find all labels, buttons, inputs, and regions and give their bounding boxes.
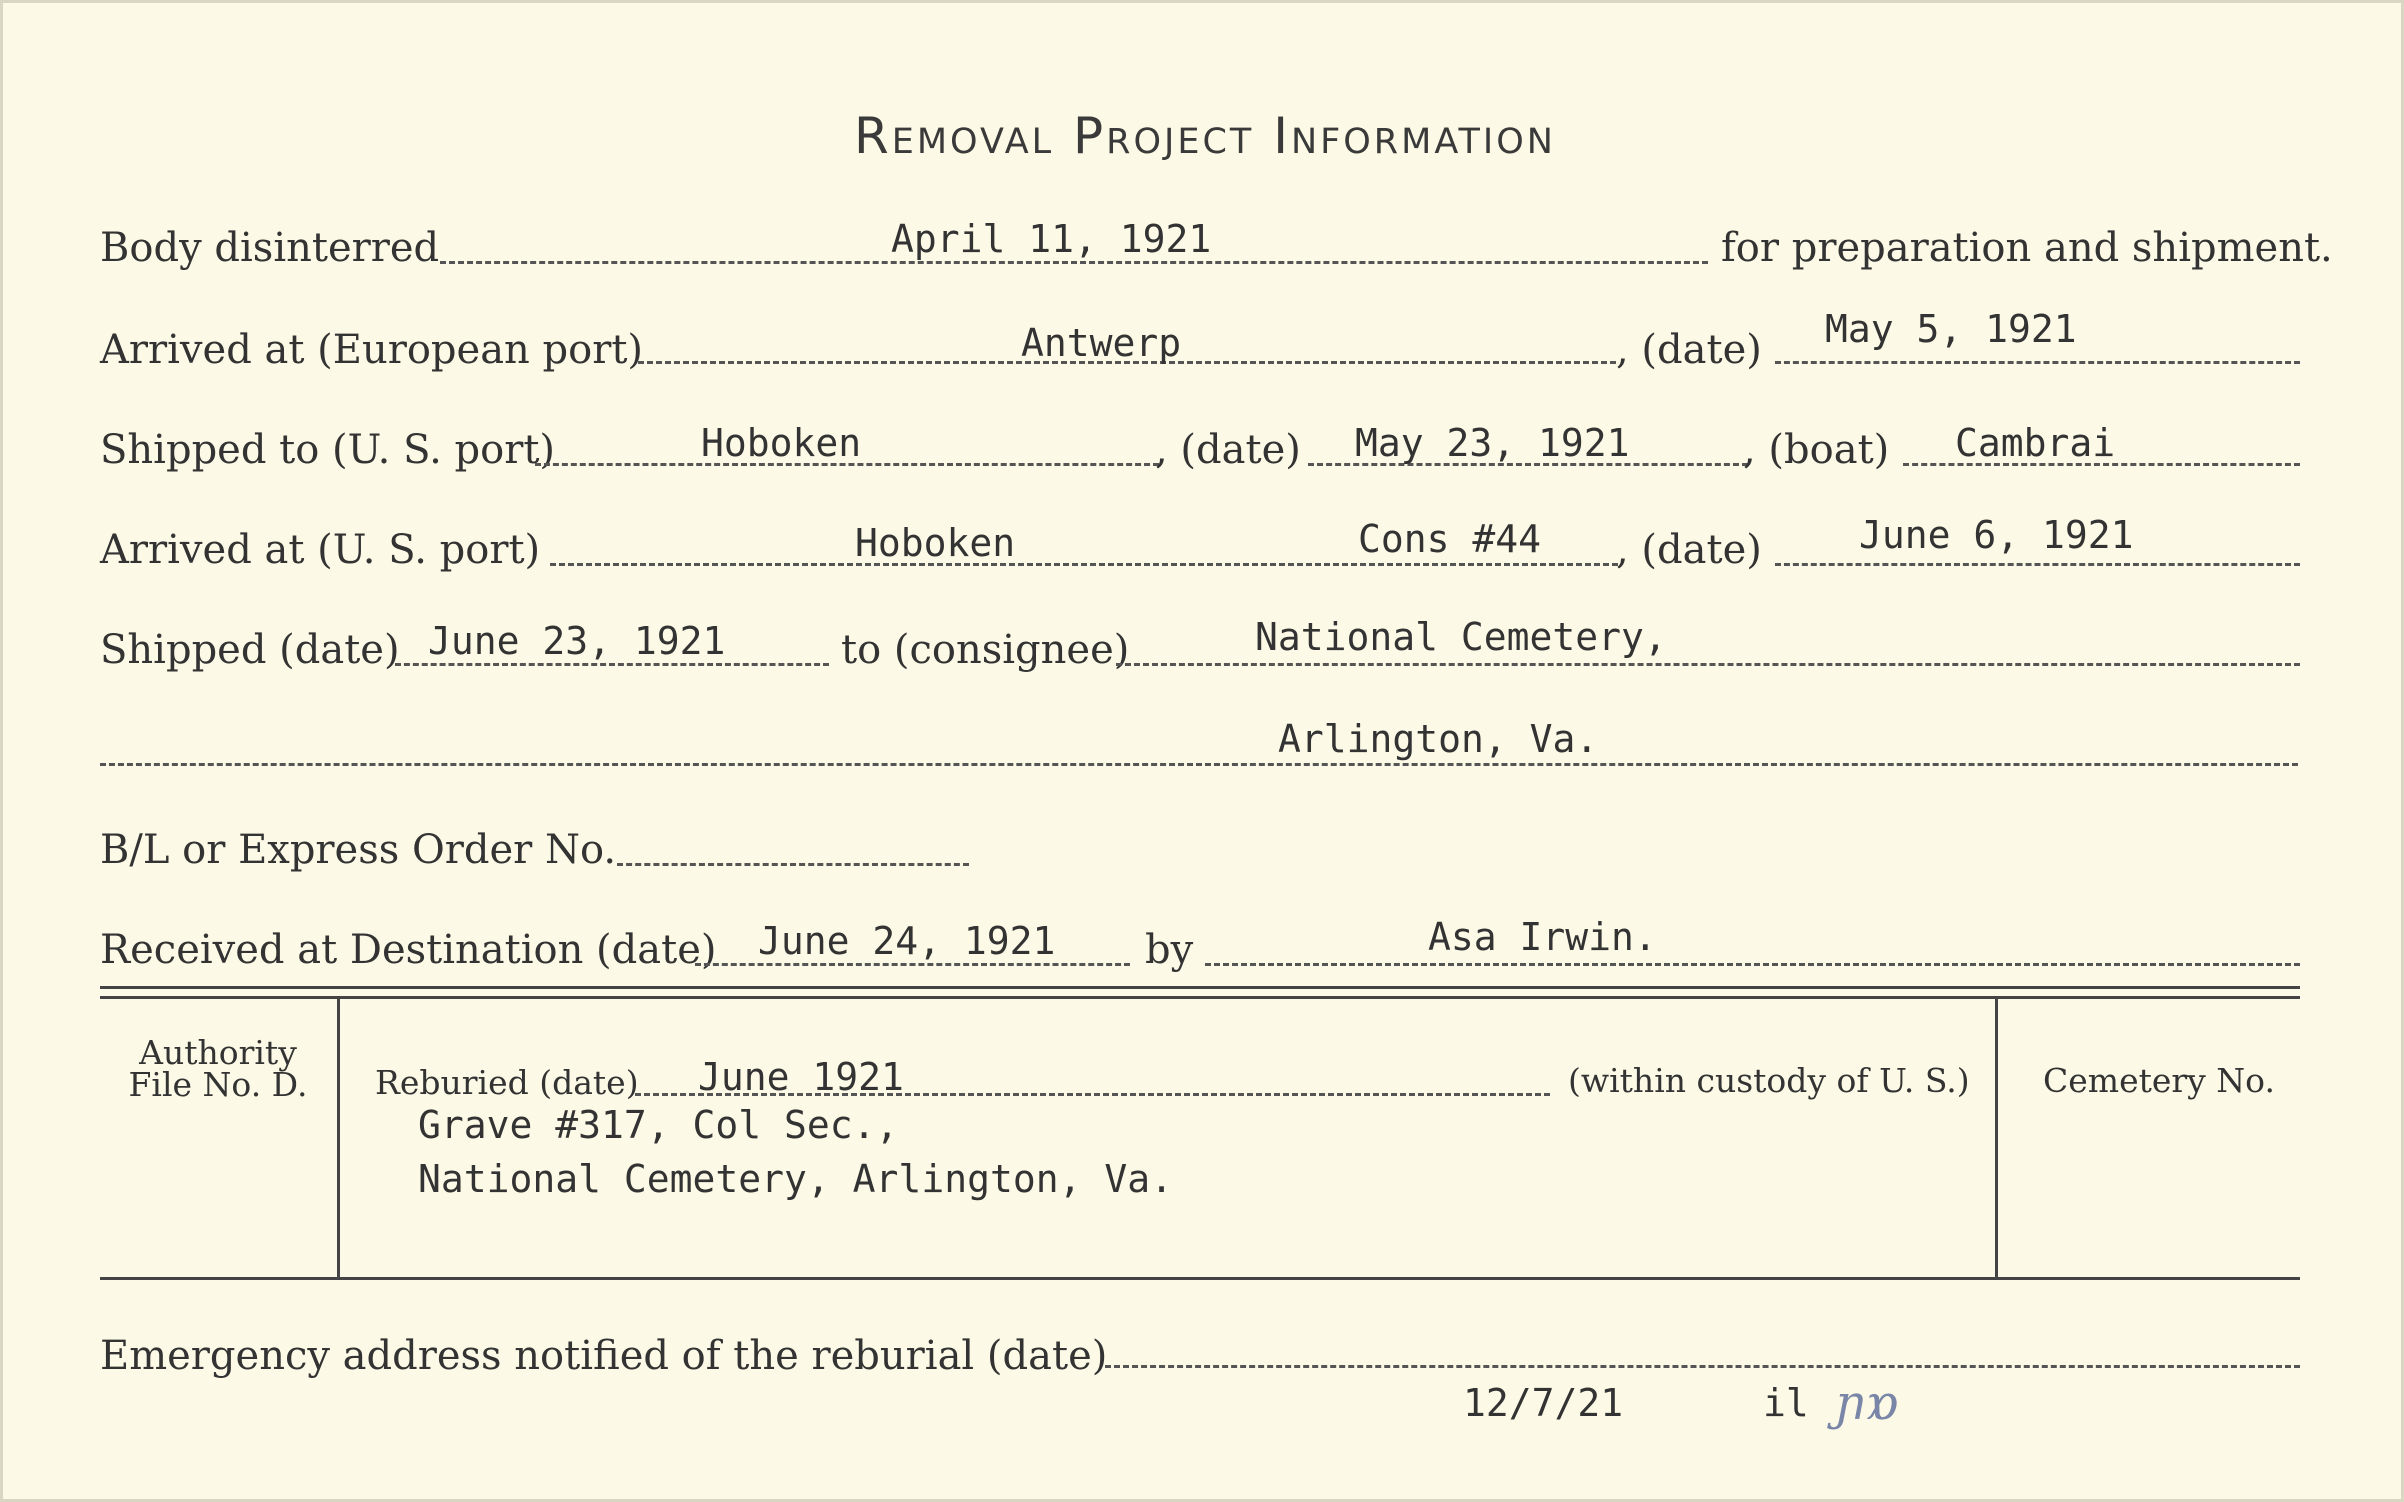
- reburied-date: June 1921: [698, 1055, 904, 1099]
- arrived-european-date-label: , (date): [1616, 327, 1762, 373]
- shipped-us-boat: Cambrai: [1955, 421, 2116, 465]
- arrived-us-date: June 6, 1921: [1859, 513, 2134, 557]
- arrived-european-port: Antwerp: [1021, 321, 1182, 365]
- card-title: Removal Project Information: [854, 107, 1556, 165]
- received-by-line: [1205, 963, 2300, 966]
- received-date-line: [695, 963, 1130, 966]
- consignee-line2: Arlington, Va.: [1278, 717, 1599, 761]
- shipped-date-value: June 23, 1921: [428, 619, 726, 663]
- emergency-label: Emergency address notified of the reburial (date): [100, 1333, 1108, 1379]
- box-bottom-rule: [100, 1277, 2300, 1280]
- body-disinterred-suffix: for preparation and shipment.: [1721, 225, 2333, 271]
- emergency-initials: il: [1763, 1381, 1809, 1425]
- handwritten-mark: ɲɒ: [1835, 1375, 1899, 1431]
- bl-label: B/L or Express Order No.: [100, 827, 617, 873]
- received-label: Received at Destination (date): [100, 927, 717, 973]
- arrived-us-date-line: [1775, 563, 2300, 566]
- shipped-date-label: Shipped (date): [100, 627, 400, 673]
- received-date: June 24, 1921: [758, 919, 1056, 963]
- box-top-rule-1: [100, 986, 2300, 989]
- box-divider-left: [337, 999, 340, 1277]
- grave-line2: National Cemetery, Arlington, Va.: [418, 1157, 1173, 1201]
- body-disinterred-value: April 11, 1921: [891, 217, 1212, 261]
- body-disinterred-label: Body disinterred: [100, 225, 440, 271]
- arrived-us-label: Arrived at (U. S. port): [100, 527, 541, 573]
- arrived-us-port-line: [550, 563, 1618, 566]
- received-by-label: by: [1145, 927, 1194, 973]
- received-by: Asa Irwin.: [1428, 915, 1657, 959]
- reburied-label: Reburied (date): [375, 1063, 639, 1102]
- consignee-line1: National Cemetery,: [1255, 615, 1667, 659]
- shipped-us-date-label: , (date): [1155, 427, 1301, 473]
- box-top-rule-2: [100, 996, 2300, 999]
- authority-line2: File No. D.: [128, 1065, 308, 1104]
- shipped-date-line: [395, 663, 829, 666]
- shipped-us-port: Hoboken: [701, 421, 862, 465]
- arrived-european-date-line: [1775, 361, 2300, 364]
- consignee-line: [1116, 663, 2300, 666]
- grave-line1: Grave #317, Col Sec.,: [418, 1103, 899, 1147]
- consignee-line-2: [100, 763, 2298, 766]
- shipped-us-label: Shipped to (U. S. port): [100, 427, 555, 473]
- arrived-european-date: May 5, 1921: [1825, 307, 2077, 351]
- body-disinterred-line: [440, 261, 1708, 264]
- bl-line: [617, 863, 969, 866]
- emergency-date: 12/7/21: [1463, 1381, 1624, 1425]
- arrived-us-port: Hoboken: [855, 521, 1016, 565]
- arrived-us-cons: Cons #44: [1358, 517, 1542, 561]
- shipped-us-date: May 23, 1921: [1355, 421, 1630, 465]
- arrived-european-label: Arrived at (European port): [100, 327, 644, 373]
- arrived-us-date-label: , (date): [1616, 527, 1762, 573]
- box-divider-right: [1995, 999, 1998, 1277]
- consignee-label: to (consignee): [841, 627, 1130, 673]
- cemetery-no-label: Cemetery No.: [2043, 1061, 2275, 1100]
- emergency-line: [1105, 1365, 2300, 1368]
- authority-line1: Authority: [139, 1033, 297, 1072]
- custody-label: (within custody of U. S.): [1568, 1061, 1970, 1100]
- shipped-us-boat-label: , (boat): [1743, 427, 1890, 473]
